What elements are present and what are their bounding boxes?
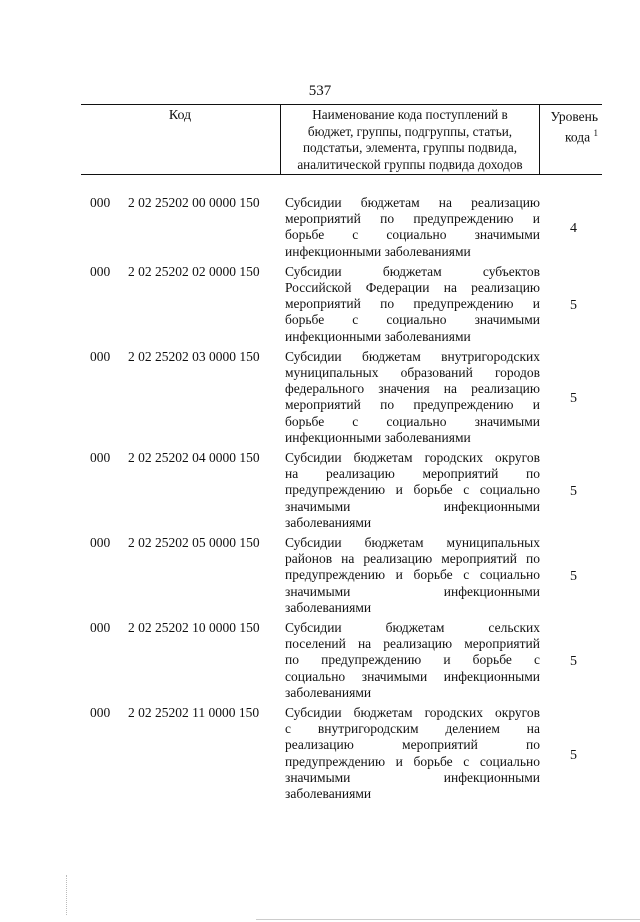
table-row: [0, 705, 640, 806]
scan-bottom-edge: [256, 919, 640, 920]
row-description-line: районов на реализацию мероприятий по: [285, 551, 540, 567]
row-description-line: значимыми инфекционными: [285, 769, 540, 785]
row-description: [285, 264, 540, 345]
table-row: [0, 195, 640, 264]
row-admin-code: 000: [90, 534, 111, 550]
header-level: [539, 105, 602, 174]
row-level: 5: [570, 569, 577, 585]
row-level: 4: [570, 221, 577, 237]
row-description-line: борьбе с социально значимыми: [285, 312, 540, 328]
row-description-line: Российской Федерации на реализацию: [285, 279, 540, 295]
row-description-line: мероприятий по предупреждению и: [285, 397, 540, 413]
row-description-line: Субсидии бюджетам городских округов: [285, 449, 540, 465]
row-description-line: инфекционными заболеваниями: [285, 429, 471, 445]
row-description-line: на реализацию мероприятий по: [285, 466, 540, 482]
header-name-line: бюджет, группы, подгруппы, статьи,: [307, 123, 513, 139]
row-description-line: значимыми инфекционными: [285, 583, 540, 599]
row-description-line: с внутригородским делением на: [285, 721, 540, 737]
row-description-line: борьбе с социально значимыми: [285, 413, 540, 429]
header-name-line: аналитической группы подвида доходов: [297, 156, 523, 172]
row-description-line: Субсидии бюджетам внутригородских: [285, 348, 540, 364]
row-description-line: по предупреждению и борьбе с: [285, 652, 540, 668]
row-description-line: значимыми инфекционными: [285, 498, 540, 514]
row-budget-code: 2 02 25202 02 0000 150: [128, 263, 260, 279]
row-description-line: заболеваниями: [285, 684, 372, 700]
row-description-line: Субсидии бюджетам субъектов: [285, 263, 540, 279]
header-code: Код: [168, 108, 192, 123]
row-description-line: Субсидии бюджетам на реализацию: [285, 195, 540, 210]
row-level: 5: [570, 298, 577, 314]
row-description-line: Субсидии бюджетам муниципальных: [285, 534, 540, 550]
row-description: [285, 705, 540, 802]
row-description-line: заболеваниями: [285, 785, 372, 801]
row-budget-code: 2 02 25202 10 0000 150: [128, 619, 260, 635]
row-budget-code: 2 02 25202 00 0000 150: [128, 195, 260, 210]
row-description-line: предупреждению и борьбе с социально: [285, 567, 540, 583]
header-level-line: Уровень: [550, 109, 598, 124]
header-level-word: кода: [565, 129, 591, 145]
row-level: 5: [570, 654, 577, 670]
row-level: 5: [570, 747, 577, 763]
row-description-line: предупреждению и борьбе с социально: [285, 753, 540, 769]
row-description-line: предупреждению и борьбе с социально: [285, 482, 540, 498]
row-budget-code: 2 02 25202 03 0000 150: [128, 348, 260, 364]
header-name: [280, 105, 540, 174]
row-admin-code: 000: [90, 348, 111, 364]
row-description-line: поселений на реализацию мероприятий: [285, 636, 540, 652]
table-body: [0, 195, 640, 806]
row-description-line: федерального значения на реализацию: [285, 381, 540, 397]
page-number: 537: [308, 83, 332, 99]
header-level-line: [539, 125, 602, 146]
row-description-line: Субсидии бюджетам городских округов: [285, 704, 540, 720]
row-description-line: инфекционными заболеваниями: [285, 328, 471, 344]
row-level: 5: [570, 391, 577, 407]
row-description-line: мероприятий по предупреждению и: [285, 211, 540, 227]
table-row: [0, 620, 640, 705]
row-description-line: заболеваниями: [285, 599, 372, 615]
row-budget-code: 2 02 25202 04 0000 150: [128, 449, 260, 465]
header-name-line: Наименование кода поступлений в: [312, 107, 508, 122]
row-description-line: мероприятий по предупреждению и: [285, 296, 540, 312]
row-admin-code: 000: [90, 195, 111, 210]
table-row: [0, 349, 640, 450]
row-description-line: социально значимыми инфекционными: [285, 668, 540, 684]
row-description-line: реализацию мероприятий по: [285, 737, 540, 753]
row-description: [285, 620, 540, 701]
row-description-line: инфекционными заболеваниями: [285, 243, 471, 259]
row-description: [285, 349, 540, 446]
row-admin-code: 000: [90, 704, 111, 720]
row-description-line: борьбе с социально значимыми: [285, 227, 540, 243]
row-budget-code: 2 02 25202 05 0000 150: [128, 534, 260, 550]
table-row: [0, 264, 640, 349]
row-description: [285, 535, 540, 616]
row-admin-code: 000: [90, 263, 111, 279]
row-description: [285, 450, 540, 531]
footnote-marker: 1: [593, 128, 598, 138]
table-row: [0, 535, 640, 620]
header-name-line: подстатьи, элемента, группы подвида,: [303, 140, 517, 155]
row-description-line: заболеваниями: [285, 514, 372, 530]
table-row: [0, 450, 640, 535]
scan-margin-mark: [66, 875, 68, 915]
row-description-line: Субсидии бюджетам сельских: [285, 619, 540, 635]
row-budget-code: 2 02 25202 11 0000 150: [128, 704, 260, 720]
row-level: 5: [570, 484, 577, 500]
table-header: [81, 104, 602, 175]
row-admin-code: 000: [90, 449, 111, 465]
row-description-line: муниципальных образований городов: [285, 364, 540, 380]
row-description: [285, 195, 540, 260]
row-admin-code: 000: [90, 619, 111, 635]
